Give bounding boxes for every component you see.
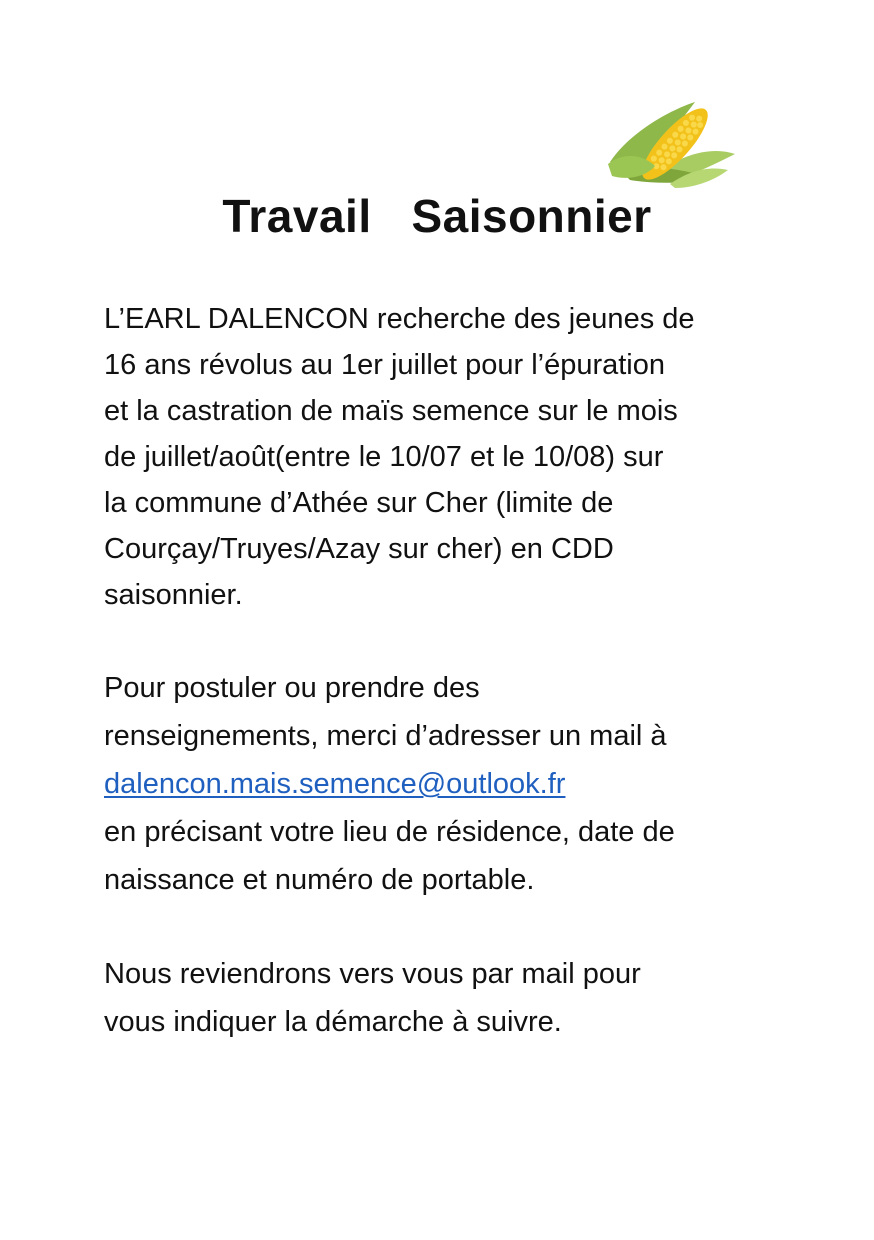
email-line	[104, 760, 824, 808]
text-line: Pour postuler ou prendre des	[104, 672, 480, 704]
text-line: de juillet/août(entre le 10/07 et le 10/08) sur	[104, 441, 664, 473]
text-line: L’EARL DALENCON recherche des jeunes de	[104, 303, 695, 335]
text-line: la commune d’Athée sur Cher (limite de	[104, 487, 614, 519]
text-line: Courçay/Truyes/Azay sur cher) en CDD	[104, 533, 614, 565]
paragraph-spacer	[104, 618, 824, 664]
text-line: Nous reviendrons vers vous par mail pour	[104, 958, 641, 990]
email-link[interactable]: dalencon.mais.semence@outlook.fr	[104, 768, 566, 800]
text-line: vous indiquer la démarche à suivre.	[104, 1006, 562, 1038]
text-line: saisonnier.	[104, 579, 243, 611]
text-line: 16 ans révolus au 1er juillet pour l’épuration	[104, 349, 666, 381]
text-line: et la castration de maïs semence sur le mois	[104, 395, 678, 427]
text-line: en précisant votre lieu de résidence, date de	[104, 816, 675, 848]
flyer-body	[104, 296, 824, 1046]
paragraph-spacer	[104, 904, 824, 950]
text-line: renseignements, merci d’adresser un mail à	[104, 720, 667, 752]
application-instructions-paragraph	[104, 664, 824, 904]
text-line: naissance et numéro de portable.	[104, 864, 535, 896]
corn-icon	[600, 92, 740, 192]
job-description-paragraph	[104, 296, 824, 618]
page-title: Travail Saisonnier	[222, 190, 652, 242]
follow-up-paragraph	[104, 950, 824, 1046]
